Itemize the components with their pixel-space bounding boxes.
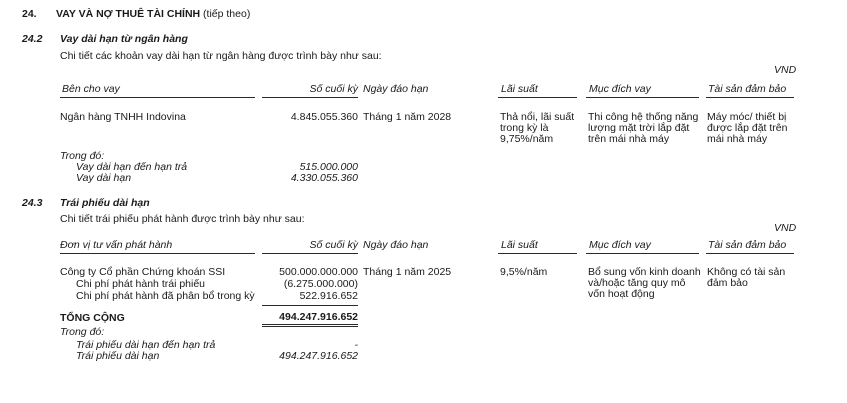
subsection-intro-24-2: Chi tiết các khoản vay dài hạn từ ngân hàng được trình bày như sau: — [60, 50, 382, 62]
col-header-lender: Bên cho vay — [62, 83, 120, 95]
loan-due-label: Vay dài hạn đến hạn trả — [76, 161, 188, 173]
col-header-amount: Số cuối kỳ — [309, 83, 358, 95]
col-header-collateral: Tài sản đảm bảo — [708, 239, 787, 251]
section-title-sub: (tiếp theo) — [203, 8, 251, 20]
header-rule — [706, 97, 794, 98]
col-header-purpose: Mục đích vay — [589, 83, 651, 95]
header-rule — [262, 253, 358, 254]
of-which-label: Trong đó: — [60, 150, 105, 162]
bond-rate: 9,5%/năm — [500, 266, 548, 278]
col-header-maturity: Ngày đáo hạn — [363, 239, 429, 251]
rate-line-2: trong kỳ là — [500, 122, 549, 134]
bond-maturity: Tháng 1 năm 2025 — [363, 266, 452, 278]
col-header-maturity: Ngày đáo hạn — [363, 83, 429, 95]
subsection-intro-24-3: Chi tiết trái phiếu phát hành được trình bày như sau: — [60, 213, 305, 225]
lender-amount: 4.845.055.360 — [290, 111, 358, 123]
section-title-text: VAY VÀ NỢ THUÊ TÀI CHÍNH — [56, 8, 201, 20]
currency-label: VND — [774, 222, 797, 234]
allocated-cost-label: Chi phí phát hành đã phân bổ trong kỳ — [76, 290, 255, 302]
subsection-title-24-3: Trái phiếu dài hạn — [60, 197, 150, 209]
loan-due-value: 515.000.000 — [299, 161, 358, 173]
header-rule — [60, 97, 255, 98]
subsection-title-24-2: Vay dài hạn từ ngân hàng — [60, 33, 188, 45]
bond-collateral-line-2: đảm bảo — [707, 277, 748, 289]
col-header-collateral: Tài sản đảm bảo — [708, 83, 787, 95]
loan-long-value: 4.330.055.360 — [290, 172, 358, 184]
subtotal-rule — [262, 305, 358, 306]
rate-line-3: 9,75%/năm — [500, 133, 554, 145]
col-header-purpose: Mục đích vay — [589, 239, 651, 251]
header-rule — [262, 97, 358, 98]
lender-name: Ngân hàng TNHH Indovina — [60, 111, 186, 123]
total-value: 494.247.916.652 — [279, 311, 358, 323]
of-which-label: Trong đó: — [60, 326, 105, 338]
allocated-cost-value: 522.916.652 — [299, 290, 358, 302]
col-header-advisor: Đơn vị tư vấn phát hành — [60, 239, 173, 251]
bond-long-label: Trái phiếu dài hạn — [76, 350, 160, 362]
advisor-name: Công ty Cổ phần Chứng khoán SSI — [60, 266, 226, 278]
issue-cost-label: Chi phí phát hành trái phiếu — [76, 278, 206, 290]
rate-line-1: Thả nổi, lãi suất — [500, 111, 575, 123]
header-rule — [60, 253, 255, 254]
bond-due-value: - — [354, 339, 358, 351]
collateral-line-2: được lắp đặt trên — [707, 122, 788, 134]
total-double-rule — [262, 324, 358, 327]
subsection-number-24-2: 24.2 — [22, 33, 43, 45]
purpose-line-2: lượng mặt trời lắp đặt — [588, 122, 690, 134]
bond-due-label: Trái phiếu dài hạn đến hạn trả — [76, 339, 216, 351]
collateral-line-3: mái nhà máy — [707, 133, 768, 145]
header-rule — [498, 253, 577, 254]
section-number: 24. — [22, 8, 37, 20]
bond-collateral-line-1: Không có tài sản — [707, 266, 786, 278]
col-header-amount: Số cuối kỳ — [309, 239, 358, 251]
header-rule — [586, 97, 699, 98]
bond-long-value: 494.247.916.652 — [279, 350, 358, 362]
currency-label: VND — [774, 64, 797, 76]
loan-long-label: Vay dài hạn — [76, 172, 132, 184]
total-label: TỔNG CỘNG — [60, 312, 125, 324]
purpose-line-3: trên mái nhà máy — [588, 133, 670, 145]
bond-purpose-line-1: Bổ sung vốn kinh doanh — [588, 266, 701, 278]
issue-cost-value: (6.275.000.000) — [283, 278, 358, 290]
purpose-line-1: Thi công hệ thống năng — [588, 111, 699, 123]
col-header-rate: Lãi suất — [501, 239, 538, 251]
bond-purpose-line-2: và/hoặc tăng quy mô — [588, 277, 686, 289]
collateral-line-1: Máy móc/ thiết bị — [707, 111, 787, 123]
lender-maturity: Tháng 1 năm 2028 — [363, 111, 452, 123]
header-rule — [498, 97, 577, 98]
header-rule — [586, 253, 699, 254]
header-rule — [706, 253, 794, 254]
subsection-number-24-3: 24.3 — [22, 197, 43, 209]
bond-face-value: 500.000.000.000 — [279, 266, 358, 278]
col-header-rate: Lãi suất — [501, 83, 538, 95]
bond-purpose-line-3: vốn hoạt động — [588, 288, 655, 300]
section-title — [56, 8, 250, 20]
